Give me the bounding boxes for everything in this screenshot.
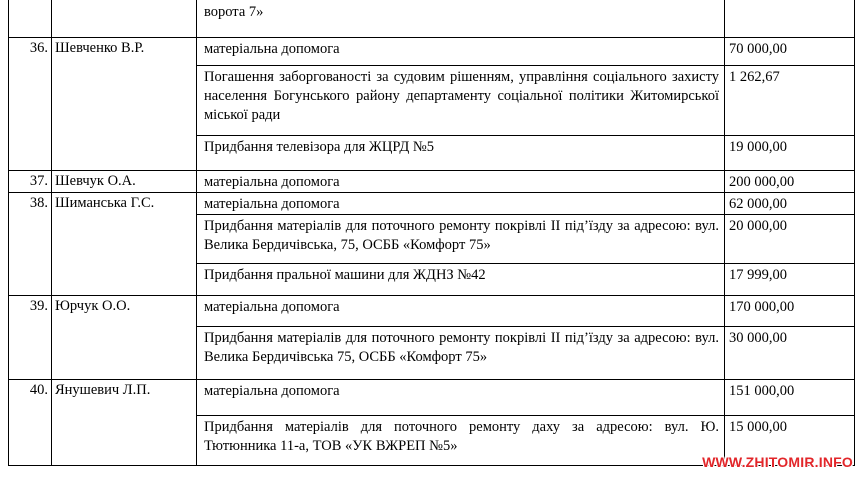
purpose-cell: ворота 7» <box>197 0 725 37</box>
recipient-name: Шиманська Г.С. <box>52 192 197 295</box>
amount-cell: 20 000,00 <box>725 214 855 263</box>
purpose-cell: Погашення заборгованості за судовим рішенням, управління соціального захисту населення Богунського району департаменту соціальної політики Житомирської міської ради <box>197 65 725 135</box>
purpose-cell: Придбання матеріалів для поточного ремонту покрівлі ІІ під’їзду за адресою: вул. Велика Бердичівська, 75, ОСББ «Комфорт 75» <box>197 214 725 263</box>
purpose-cell: Придбання матеріалів для поточного ремонту даху за адресою: вул. Ю. Тютюнника 11-а, ТОВ «УК ВЖРЕП №5» <box>197 415 725 465</box>
purpose-cell: Придбання матеріалів для поточного ремонту покрівлі ІІ під’їзду за адресою: вул. Велика Бердичівська 75, ОСББ «Комфорт 75» <box>197 326 725 379</box>
table-row <box>9 37 855 65</box>
site-watermark: WWW.ZHITOMIR.INFO <box>702 454 853 470</box>
purpose-cell: матеріальна допомога <box>197 192 725 214</box>
purpose-cell: матеріальна допомога <box>197 295 725 326</box>
allocations-table <box>8 0 855 466</box>
row-number: 36. <box>9 37 52 170</box>
purpose-cell: матеріальна допомога <box>197 379 725 415</box>
table-row <box>9 192 855 214</box>
amount-cell: 151 000,00 <box>725 379 855 415</box>
purpose-cell: Придбання телевізора для ЖЦРД №5 <box>197 135 725 170</box>
table-row <box>9 379 855 415</box>
amount-cell: 19 000,00 <box>725 135 855 170</box>
recipient-name: Шевченко В.Р. <box>52 37 197 170</box>
row-number: 38. <box>9 192 52 295</box>
row-number: 37. <box>9 170 52 192</box>
table-row <box>9 0 855 37</box>
table-row <box>9 170 855 192</box>
amount-cell: 30 000,00 <box>725 326 855 379</box>
amount-cell: 62 000,00 <box>725 192 855 214</box>
recipient-name <box>52 0 197 37</box>
purpose-cell: матеріальна допомога <box>197 37 725 65</box>
amount-cell <box>725 0 855 37</box>
amount-cell: 70 000,00 <box>725 37 855 65</box>
recipient-name: Шевчук О.А. <box>52 170 197 192</box>
row-number: 40. <box>9 379 52 465</box>
amount-cell: 200 000,00 <box>725 170 855 192</box>
row-number <box>9 0 52 37</box>
purpose-cell: Придбання пральної машини для ЖДНЗ №42 <box>197 263 725 295</box>
recipient-name: Юрчук О.О. <box>52 295 197 379</box>
row-number: 39. <box>9 295 52 379</box>
amount-cell: 15 000,00 <box>725 415 855 465</box>
amount-cell: 17 999,00 <box>725 263 855 295</box>
amount-cell: 170 000,00 <box>725 295 855 326</box>
purpose-cell: матеріальна допомога <box>197 170 725 192</box>
table-row <box>9 295 855 326</box>
recipient-name: Янушевич Л.П. <box>52 379 197 465</box>
amount-cell: 1 262,67 <box>725 65 855 135</box>
